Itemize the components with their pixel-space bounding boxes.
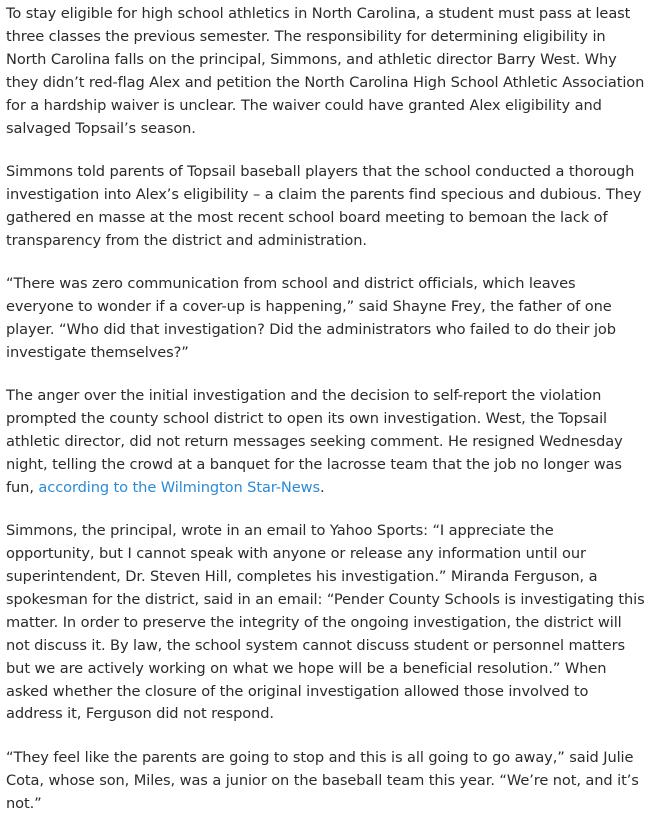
article-body xyxy=(6,3,646,836)
paragraph-text-before-link: The anger over the initial investigation and the decision to self-report the violation prompted the county school district to open its own investigation. West, the Topsail athletic director, did not return messages seeking comment. He resigned Wednesday night, telling the crowd at a banquet for the lacrosse team that the job no longer was fun, xyxy=(6,387,623,496)
paragraph-text-after-link: . xyxy=(319,478,325,496)
paragraph-parents-investigation: Simmons told parents of Topsail baseball players that the school conducted a thorough investigation into Alex’s eligibility – a claim the parents find specious and dubious. They gathered en masse at the most recent school board meeting to bemoan the lack of transparency from the district and administration. xyxy=(6,162,642,249)
paragraph-eligibility: To stay eligible for high school athletics in North Carolina, a student must pass at least three classes the previous semester. The responsibility for determining eligibility in North Carolina falls on the principal, Simmons, and athletic director Barry West. Why they didn’t red-flag Alex and petition the North Carolina High School Athletic Association for a hardship waiver is unclear. The waiver could have granted Alex eligibility and salvaged Topsail’s season. xyxy=(6,5,645,137)
star-news-link[interactable]: according to the Wilmington Star-News xyxy=(38,478,320,496)
paragraph-frey-quote: “There was zero communication from school and district officials, which leaves everyone to wonder if a cover-up is happening,” said Shayne Frey, the father of one player. “Who did that investigation? Did the administrators who failed to do their job investigate themselves?” xyxy=(6,275,616,361)
paragraph-west-resignation xyxy=(6,385,646,500)
paragraph-cota-quote: “They feel like the parents are going to stop and this is all going to go away,” said Julie Cota, whose son, Miles, was a junior on the baseball team this year. “We’re not, and it’s not.” xyxy=(6,748,639,812)
paragraph-official-statements: Simmons, the principal, wrote in an email to Yahoo Sports: “I appreciate the opportunity, but I cannot speak with anyone or release any information until our superintendent, Dr. Steven Hill, completes his investigation.” Miranda Ferguson, a spokesman for the district, said in an email: “Pender County Schools is investigating this matter. In order to preserve the integrity of the ongoing investigation, the district will not discuss it. By law, the school system cannot discuss student or personnel matters but we are actively working on what we hope will be a beneficial resolution.” When asked whether the closure of the original investigation allowed those involved to address it, Ferguson did not respond. xyxy=(6,522,645,723)
